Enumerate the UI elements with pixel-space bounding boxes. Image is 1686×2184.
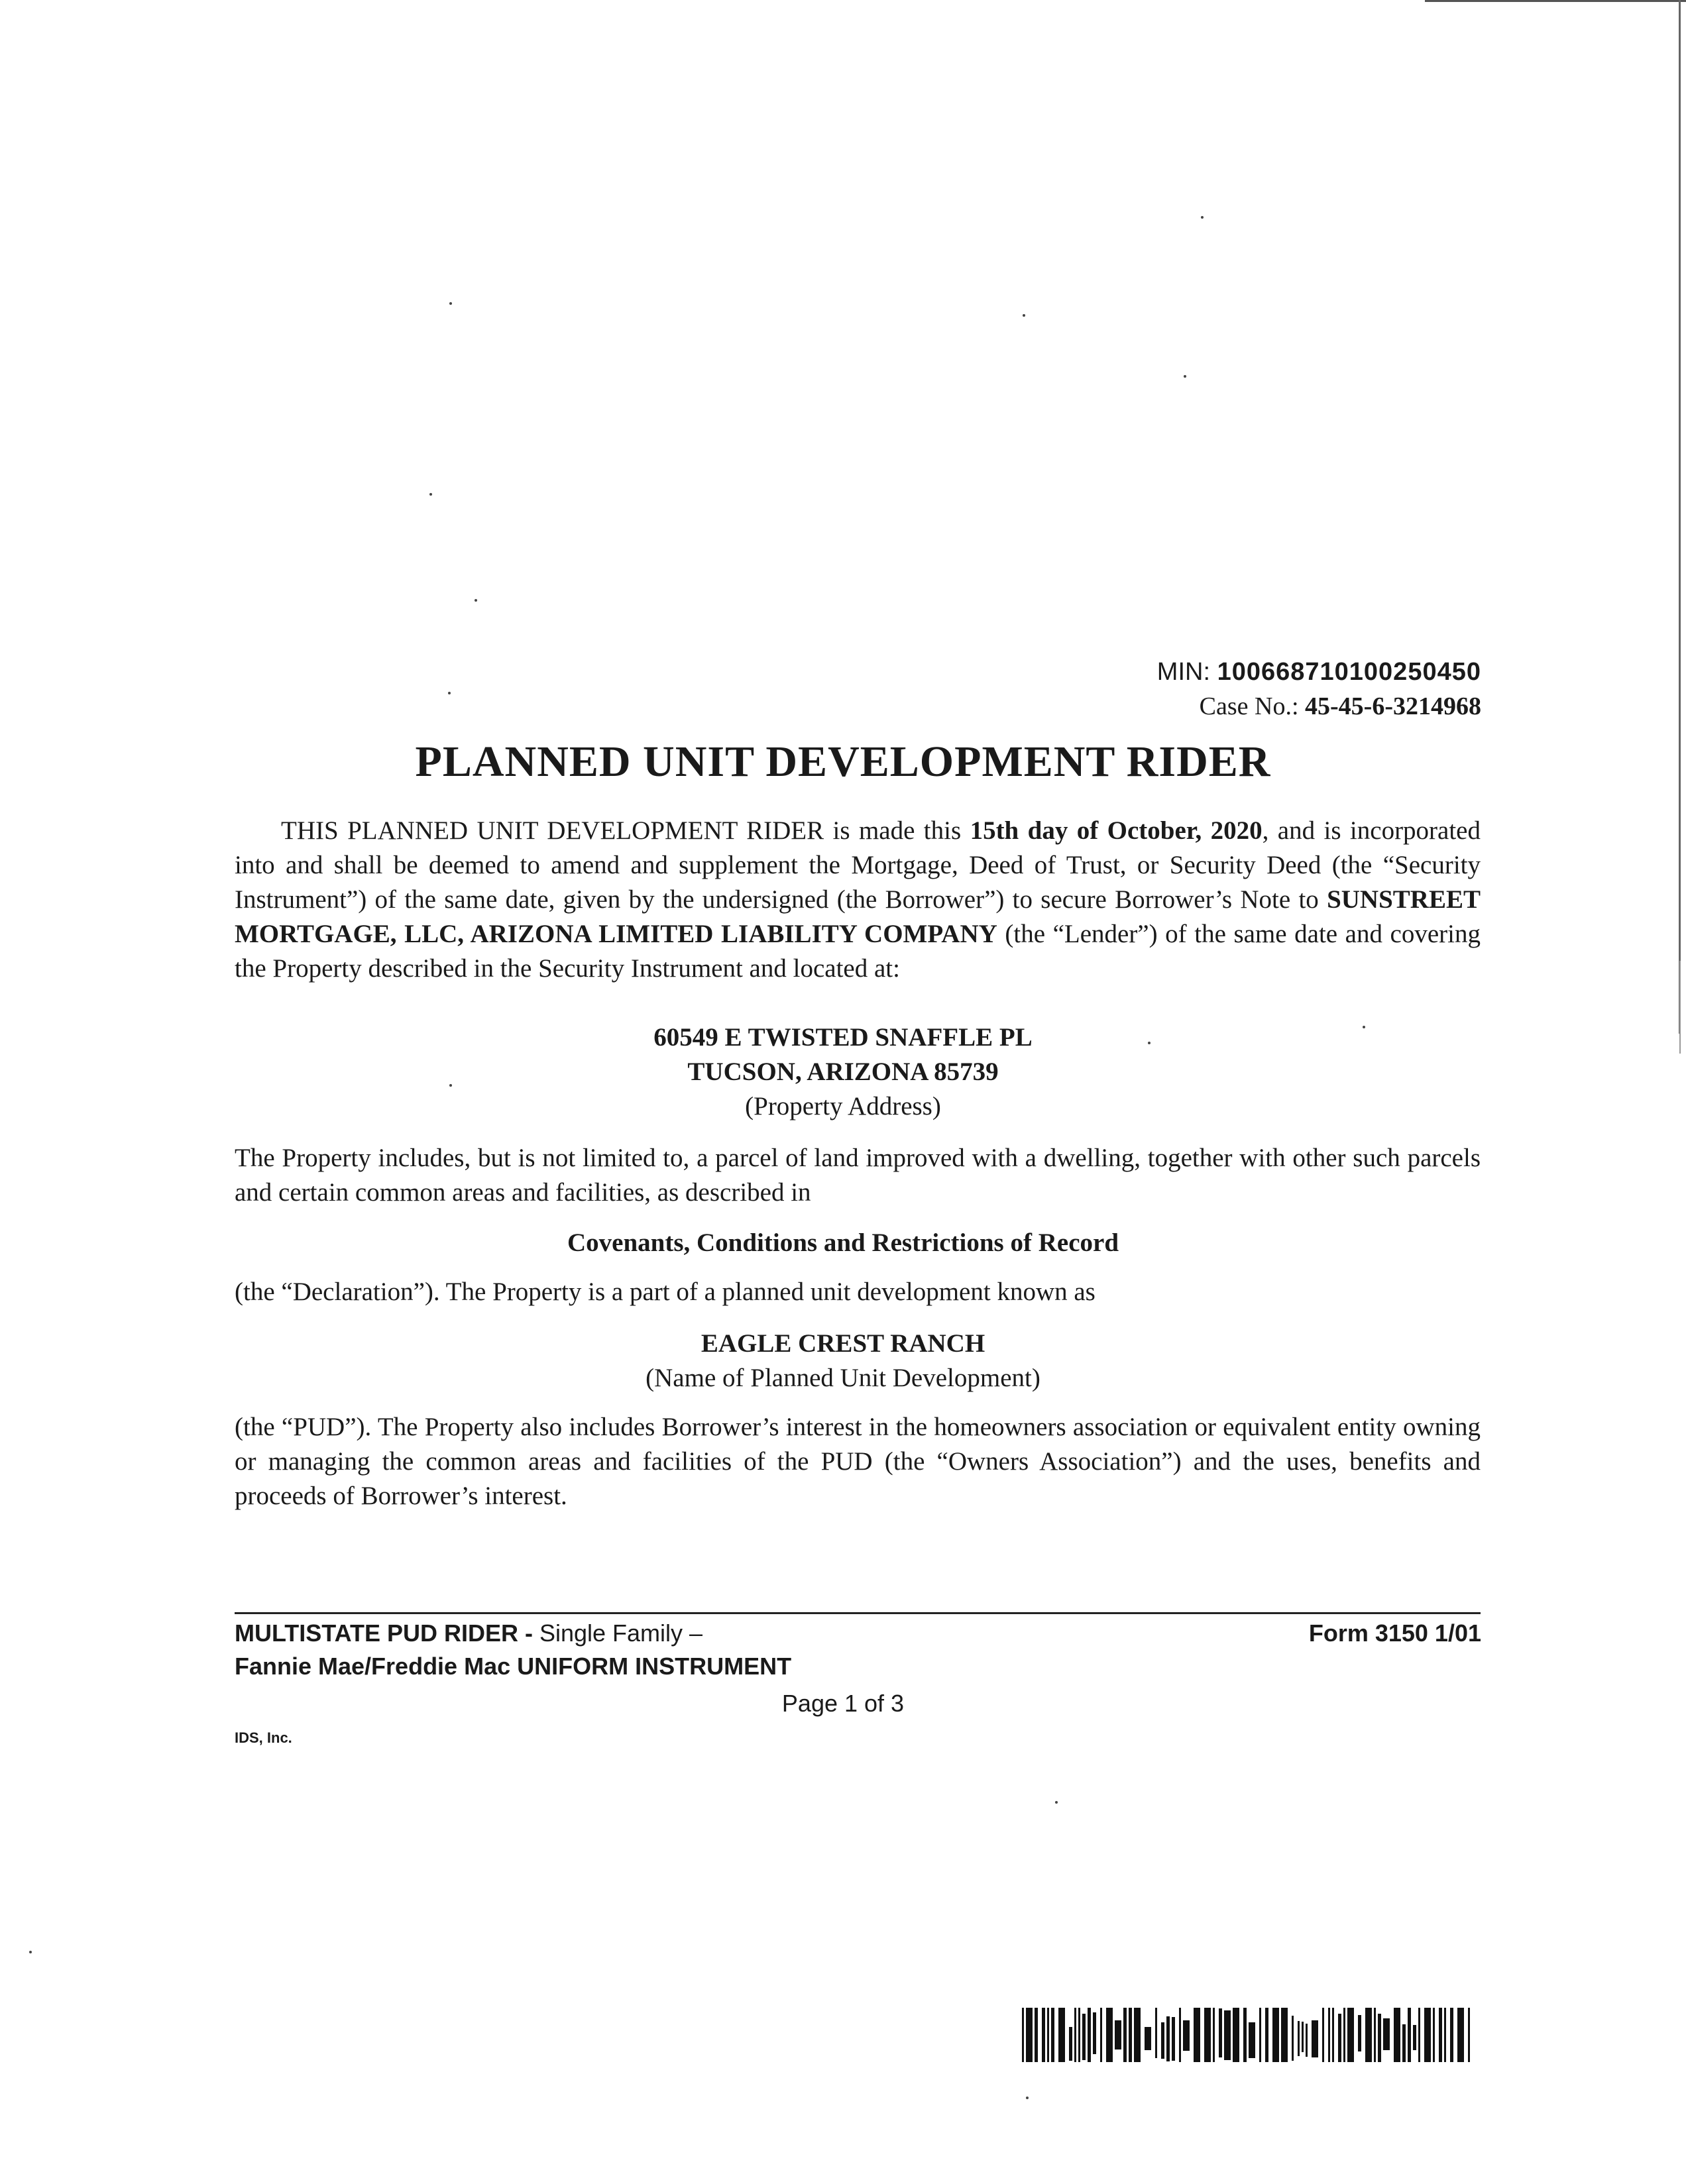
case-label: Case No.: bbox=[1199, 692, 1299, 720]
rider-date: 15th day of October, 2020 bbox=[970, 816, 1263, 845]
barcode-bar bbox=[1100, 2008, 1102, 2062]
barcode-bar bbox=[1161, 2022, 1164, 2059]
property-includes-paragraph: The Property includes, but is not limited to, a parcel of land improved with a dwelling, together with other such parcels and certain common areas and facilities, as described in bbox=[235, 1144, 1481, 1207]
min-number bbox=[1157, 655, 1481, 689]
barcode-bar bbox=[1383, 2018, 1390, 2050]
address-line-2: TUCSON, ARIZONA 85739 bbox=[687, 1058, 999, 1086]
barcode-bar bbox=[1298, 2021, 1300, 2056]
vendor-name: IDS, Inc. bbox=[235, 1729, 292, 1746]
barcode-bar bbox=[1343, 2008, 1345, 2062]
barcode-bar bbox=[1328, 2008, 1330, 2062]
declaration-document: Covenants, Conditions and Restrictions of Record bbox=[567, 1228, 1119, 1257]
barcode-bar bbox=[1078, 2008, 1080, 2062]
barcode-bar bbox=[1249, 2022, 1255, 2058]
form-title-rest: Single Family – bbox=[539, 1619, 703, 1647]
barcode-bar bbox=[1338, 2014, 1341, 2062]
barcode-bar bbox=[1219, 2008, 1222, 2057]
barcode-bar bbox=[1243, 2008, 1247, 2062]
case-number bbox=[1157, 689, 1481, 724]
barcode-bar bbox=[1468, 2008, 1470, 2062]
scan-speck bbox=[1026, 2097, 1029, 2099]
barcode-bar bbox=[1408, 2008, 1411, 2062]
intro-text-3: (the “Lender”) of the same date and covering the Property described in the Security Instrument and located at: bbox=[235, 920, 1481, 983]
barcode-bar bbox=[1129, 2008, 1132, 2062]
barcode-bar bbox=[1058, 2008, 1065, 2062]
pud-name-label: (Name of Planned Unit Development) bbox=[646, 1364, 1040, 1392]
barcode-bar bbox=[1115, 2020, 1121, 2049]
barcode-bar bbox=[1259, 2008, 1261, 2062]
barcode-bar bbox=[1322, 2008, 1324, 2062]
barcode-bar bbox=[1074, 2008, 1076, 2062]
barcode-bar bbox=[1134, 2008, 1141, 2062]
barcode-bar bbox=[1457, 2008, 1464, 2062]
barcode-bar bbox=[1450, 2008, 1453, 2062]
pud-name: EAGLE CREST RANCH bbox=[701, 1329, 985, 1358]
address-label: (Property Address) bbox=[745, 1092, 941, 1120]
barcode-bar bbox=[1026, 2008, 1033, 2062]
min-label: MIN: bbox=[1156, 658, 1211, 686]
min-value: 100668710100250450 bbox=[1217, 658, 1481, 686]
scan-speck bbox=[1201, 216, 1204, 219]
case-value: 45-45-6-3214968 bbox=[1305, 692, 1481, 720]
barcode-bar bbox=[1413, 2025, 1416, 2050]
document-title: PLANNED UNIT DEVELOPMENT RIDER bbox=[415, 737, 1271, 786]
intro-text-2: , and is incorporated into and shall be deemed to amend and supplement the Mortgage, Deed of Trust, or Security Deed (the “Security Instrument”) of the same date, given by the undersigned (the Borrower”) to secure Borrower’s Note to bbox=[235, 816, 1481, 914]
barcode-bar bbox=[1378, 2014, 1381, 2062]
barcode-bar bbox=[1183, 2020, 1190, 2051]
document-barcode bbox=[1022, 2008, 1473, 2062]
form-title bbox=[235, 1617, 791, 1683]
scan-speck bbox=[1023, 314, 1025, 317]
lender-name: SUNSTREET MORTGAGE, LLC, ARIZONA LIMITED LIABILITY COMPANY bbox=[235, 885, 1481, 948]
barcode-bar bbox=[1312, 2020, 1318, 2057]
barcode-bar bbox=[1224, 2010, 1231, 2060]
scan-speck bbox=[475, 599, 477, 602]
barcode-bar bbox=[1374, 2008, 1376, 2062]
barcode-bar bbox=[1402, 2024, 1406, 2062]
barcode-bar bbox=[1069, 2027, 1072, 2061]
barcode-bar bbox=[1347, 2008, 1354, 2062]
property-address bbox=[0, 1020, 1686, 1124]
intro-text-1: THIS PLANNED UNIT DEVELOPMENT RIDER is made this bbox=[281, 816, 970, 845]
barcode-bar bbox=[1302, 2022, 1304, 2052]
pud-name-block bbox=[0, 1327, 1686, 1395]
barcode-bar bbox=[1418, 2008, 1420, 2062]
barcode-bar bbox=[1082, 2014, 1086, 2060]
barcode-bar bbox=[1272, 2008, 1279, 2062]
barcode-bar bbox=[1433, 2008, 1435, 2062]
barcode-bar bbox=[1194, 2008, 1200, 2062]
barcode-bar bbox=[1281, 2008, 1288, 2062]
scan-speck bbox=[1184, 375, 1186, 378]
pud-paragraph: (the “PUD”). The Property also includes Borrower’s interest in the homeowners association or equivalent entity owning or managing the common areas and facilities of the PUD (the “Owners Association”) and the uses, benefits and proceeds of Borrower’s interest. bbox=[235, 1413, 1481, 1510]
barcode-bar bbox=[1172, 2017, 1175, 2061]
footer-rule bbox=[235, 1612, 1481, 1614]
scan-speck bbox=[429, 493, 432, 496]
barcode-bar bbox=[1088, 2008, 1091, 2062]
barcode-bar bbox=[1093, 2012, 1096, 2054]
declaration-paragraph: (the “Declaration”). The Property is a part of a planned unit development known as bbox=[235, 1278, 1096, 1306]
barcode-bar bbox=[1035, 2008, 1038, 2062]
barcode-bar bbox=[1022, 2008, 1024, 2062]
scan-edge-top bbox=[1425, 0, 1686, 2]
barcode-bar bbox=[1123, 2008, 1127, 2062]
scan-speck bbox=[1055, 1801, 1058, 1804]
barcode-bar bbox=[1145, 2027, 1151, 2050]
form-instrument-line: Fannie Mae/Freddie Mac UNIFORM INSTRUMENT bbox=[235, 1653, 792, 1680]
barcode-bar bbox=[1439, 2008, 1442, 2062]
barcode-bar bbox=[1444, 2008, 1446, 2062]
barcode-bar bbox=[1042, 2008, 1045, 2062]
intro-paragraph bbox=[235, 814, 1481, 986]
scan-speck bbox=[449, 302, 452, 305]
barcode-bar bbox=[1204, 2008, 1211, 2062]
barcode-bar bbox=[1233, 2008, 1239, 2062]
barcode-bar bbox=[1265, 2008, 1268, 2062]
barcode-bar bbox=[1332, 2008, 1334, 2062]
barcode-bar bbox=[1358, 2015, 1361, 2051]
barcode-bar bbox=[1365, 2008, 1372, 2062]
scan-edge-right bbox=[1679, 0, 1681, 1034]
barcode-bar bbox=[1394, 2008, 1400, 2062]
scan-speck bbox=[29, 1951, 32, 1953]
barcode-bar bbox=[1424, 2008, 1431, 2062]
barcode-bar bbox=[1051, 2008, 1054, 2062]
form-title-bold: MULTISTATE PUD RIDER - bbox=[235, 1619, 539, 1647]
barcode-bar bbox=[1047, 2008, 1049, 2062]
barcode-bar bbox=[1179, 2008, 1181, 2062]
loan-identifiers bbox=[1157, 655, 1481, 724]
barcode-bar bbox=[1166, 2016, 1170, 2061]
scan-speck bbox=[448, 692, 451, 694]
barcode-bar bbox=[1213, 2008, 1215, 2062]
barcode-bar bbox=[1155, 2008, 1157, 2058]
barcode-bar bbox=[1292, 2016, 1294, 2061]
address-line-1: 60549 E TWISTED SNAFFLE PL bbox=[653, 1023, 1033, 1052]
page-number: Page 1 of 3 bbox=[781, 1690, 905, 1717]
barcode-bar bbox=[1306, 2024, 1308, 2057]
barcode-bar bbox=[1106, 2008, 1113, 2062]
form-number: Form 3150 1/01 bbox=[1308, 1619, 1481, 1647]
